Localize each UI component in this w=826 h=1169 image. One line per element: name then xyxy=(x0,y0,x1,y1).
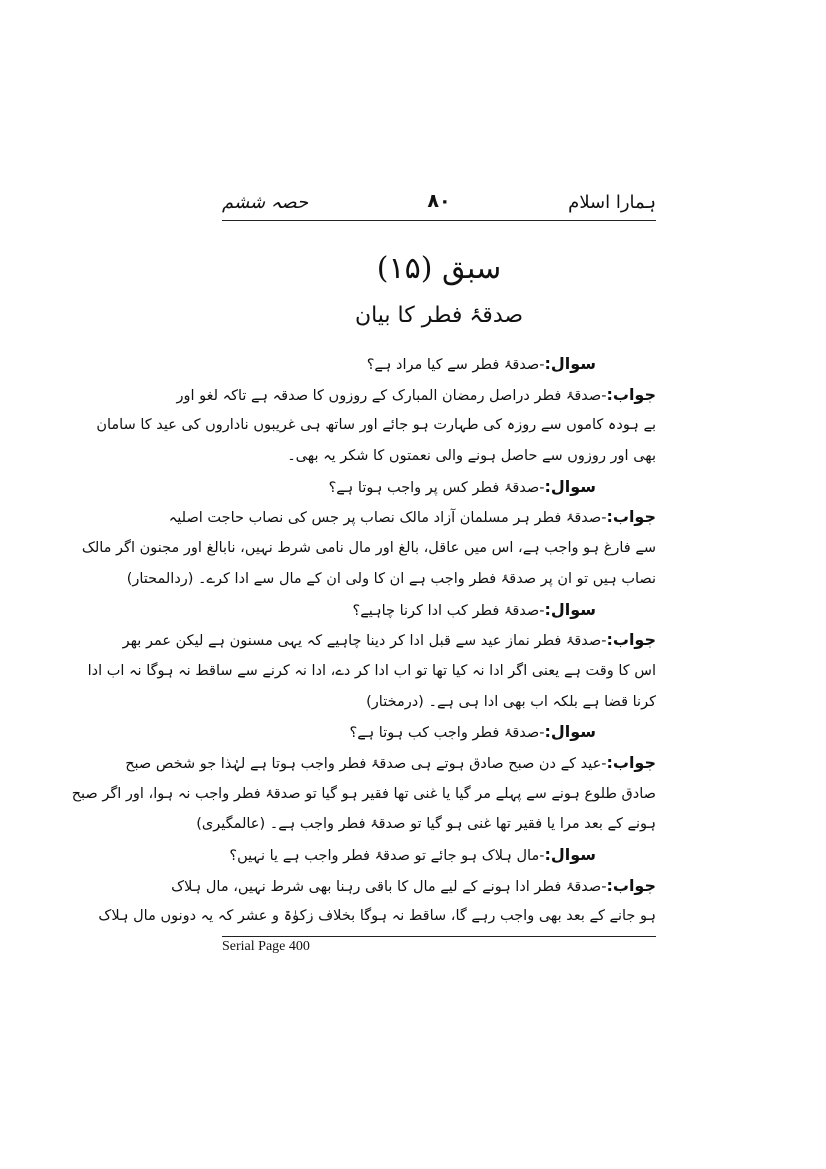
answer-label: جواب: xyxy=(606,875,656,895)
answer-line xyxy=(71,779,656,810)
question-line xyxy=(222,349,656,380)
question-label: سوال: xyxy=(544,354,596,373)
line-text: -صدقۂ فطر کس پر واجب ہوتا ہے؟ xyxy=(328,479,545,496)
answer-label: جواب: xyxy=(606,630,656,650)
part-label: حصہ ششم xyxy=(222,192,309,213)
line-text: -صدقۂ فطر دراصل رمضان المبارک کے روزوں کا صدقہ ہے تاکہ لغو اور xyxy=(176,387,607,404)
page-number: ۸۰ xyxy=(427,190,451,212)
answer-line xyxy=(222,441,656,472)
answer-line xyxy=(87,656,656,687)
question-line xyxy=(222,595,656,626)
line-text: -صدقۂ فطر ہر مسلمان آزاد مالک نصاب پر جس کی نصاب حاجت اصلیہ xyxy=(168,510,607,527)
answer-line xyxy=(126,564,656,595)
answer-line xyxy=(122,625,656,656)
question-line xyxy=(222,840,656,871)
answer-label: جواب: xyxy=(606,384,656,404)
line-text: -صدقۂ فطر نماز عید سے قبل ادا کر دینا چاہیے کہ یہی مسنون ہے لیکن عمر بھر xyxy=(122,633,607,650)
question-label: سوال: xyxy=(544,845,596,864)
line-text: صادق طلوع ہونے سے پہلے مر گیا یا غنی تھا فقیر ہو گیا تو صدقۂ فطر واجب نہ ہوا، اور اگر صبح xyxy=(71,785,656,802)
line-text: بھی اور روزوں سے حاصل ہونے والی نعمتوں کا شکر یہ بھی۔ xyxy=(287,448,656,465)
answer-line xyxy=(81,533,656,564)
answer-line xyxy=(168,502,656,533)
page-header xyxy=(222,190,656,221)
question-label: سوال: xyxy=(544,722,596,742)
lesson-subtitle: صدقۂ فطر کا بیان xyxy=(354,303,524,328)
line-text: سے فارغ ہو واجب ہے، اس میں عاقل، بالغ اور مال نامی شرط نہیں، نابالغ اور مجنون اگر مالک xyxy=(81,540,656,557)
book-page xyxy=(71,190,656,957)
line-text: کرنا قضا ہے بلکہ اب بھی ادا ہی ہے۔ (درمختار) xyxy=(366,693,656,710)
question-line xyxy=(222,472,656,503)
line-text: -عید کے دن صبح صادق ہوتے ہی صدقۂ فطر واجب ہوتا ہے لہٰذا جو شخص صبح xyxy=(125,755,607,772)
question-label: سوال: xyxy=(544,476,596,496)
line-text: -صدقۂ فطر ادا ہونے کے لیے مال کا باقی رہنا بھی شرط نہیں، مال ہلاک xyxy=(171,878,607,895)
line-text: -مال ہلاک ہو جائے تو صدقۂ فطر واجب ہے یا نہیں؟ xyxy=(229,848,545,864)
answer-label: جواب: xyxy=(606,507,656,527)
serial-page-footer: Serial Page 400 xyxy=(222,936,656,957)
question-label: سوال: xyxy=(544,599,596,619)
book-title: ہمارا اسلام xyxy=(568,192,656,213)
answer-line xyxy=(196,809,656,840)
answer-line xyxy=(125,748,656,779)
question-line xyxy=(222,717,656,748)
line-text: بے ہودہ کاموں سے روزہ کی طہارت ہو جائے اور ساتھ ہی غریبوں ناداروں کی عید کا سامان xyxy=(96,417,656,434)
line-text: اس کا وقت ہے یعنی اگر ادا نہ کیا تھا تو اب ادا کر دے، ادا نہ کرنے سے ساقط نہ ہوگا نہ اب ادا xyxy=(87,662,656,679)
line-text: ہونے کے بعد مرا یا فقیر تھا غنی ہو گیا تو صدقۂ فطر واجب ہے۔ (عالمگیری) xyxy=(196,816,656,833)
answer-line xyxy=(171,871,656,902)
lesson-body xyxy=(71,349,656,932)
line-text: -صدقۂ فطر سے کیا مراد ہے؟ xyxy=(366,357,545,373)
line-text: ہو جانے کے بعد بھی واجب رہے گا، ساقط نہ ہوگا بخلاف زکوٰۃ و عشر کہ یہ دونوں مال ہلاک xyxy=(98,908,656,925)
lesson-title: سبق (۱۵) xyxy=(376,251,502,286)
answer-label: جواب: xyxy=(606,752,656,772)
answer-line xyxy=(98,901,656,932)
answer-line xyxy=(222,687,656,718)
line-text: -صدقۂ فطر واجب کب ہوتا ہے؟ xyxy=(349,725,545,742)
answer-line xyxy=(176,380,656,411)
answer-line xyxy=(96,410,656,441)
line-text: -صدقۂ فطر کب ادا کرنا چاہیے؟ xyxy=(352,602,545,619)
line-text: نصاب ہیں تو ان پر صدقۂ فطر واجب ہے ان کا ولی ان کے مال سے ادا کرے۔ (ردالمحتار) xyxy=(126,570,656,587)
